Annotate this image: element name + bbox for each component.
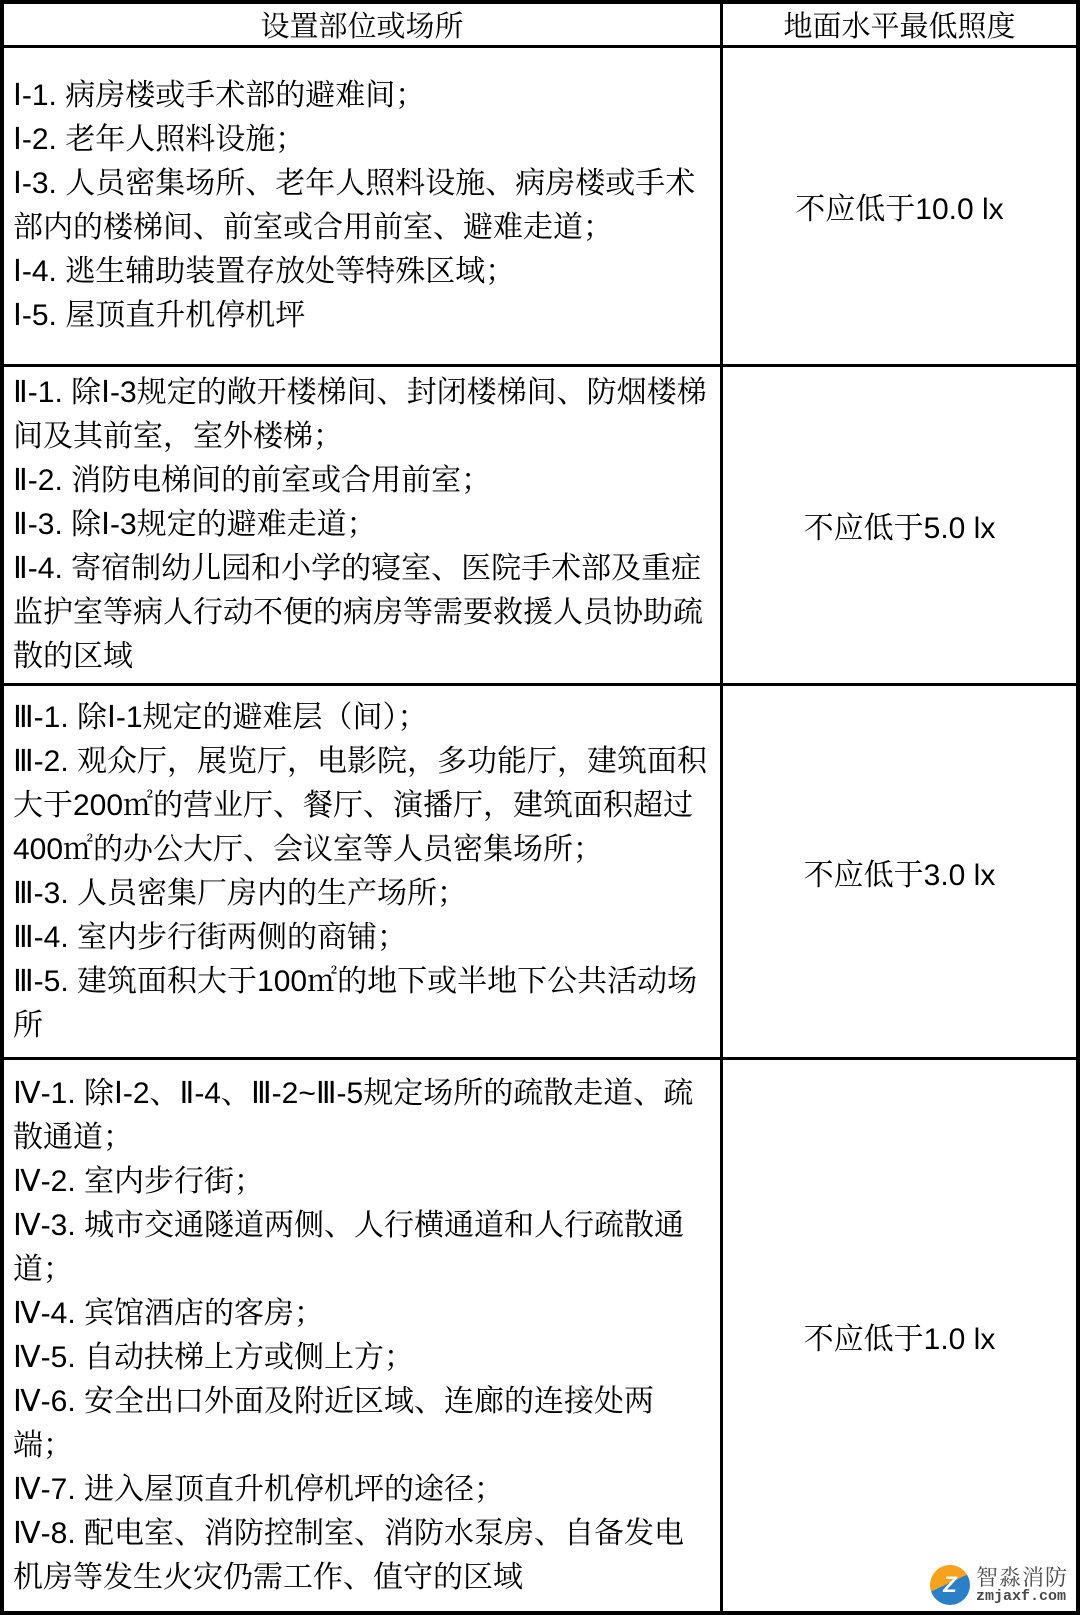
row-III-item-5: Ⅲ-5. 建筑面积大于100㎡的地下或半地下公共活动场所 <box>13 964 698 1042</box>
row-I-item-4: Ⅰ-4. 逃生辅助装置存放处等特殊区域； <box>13 255 516 288</box>
row-IV-locations-cell <box>4 1060 723 1611</box>
header-location-label: 设置部位或场所 <box>260 11 464 43</box>
watermark-brand-name: 智淼消防 <box>975 1564 1068 1590</box>
header-illuminance <box>723 4 1076 48</box>
row-III-illuminance-value: 不应低于3.0 lx <box>803 858 996 892</box>
row-II-item-2: Ⅱ-2. 消防电梯间的前室或合用前室； <box>13 464 492 497</box>
row-III-locations-cell <box>4 686 723 1060</box>
row-I-item-1: Ⅰ-1. 病房楼或手术部的避难间； <box>13 79 426 112</box>
header-illuminance-label: 地面水平最低照度 <box>783 11 1016 43</box>
row-III-item-2: Ⅲ-2. 观众厅，展览厅，电影院，多功能厅，建筑面积大于200㎡的营业厅、餐厅、演播厅，建筑面积超过400㎡的办公大厅、会议室等人员密集场所； <box>13 744 708 866</box>
row-IV-item-6: Ⅳ-6. 安全出口外面及附近区域、连廊的连接处两端； <box>13 1384 655 1462</box>
row-II-locations-cell <box>4 367 723 686</box>
row-IV-item-1: Ⅳ-1. 除Ⅰ-2、Ⅱ-4、Ⅲ-2~Ⅲ-5规定场所的疏散走道、疏散通道； <box>13 1076 694 1154</box>
row-IV-item-3: Ⅳ-3. 城市交通隧道两侧、人行横通道和人行疏散通道； <box>13 1208 685 1286</box>
row-IV-item-4: Ⅳ-4. 宾馆酒店的客房； <box>13 1296 325 1330</box>
row-II-item-1: Ⅱ-1. 除Ⅰ-3规定的敞开楼梯间、封闭楼梯间、防烟楼梯间及其前室，室外楼梯； <box>13 376 707 453</box>
row-IV-item-8: Ⅳ-8. 配电室、消防控制室、消防水泵房、自备发电机房等发生火灾仍需工作、值守的区域 <box>13 1516 685 1594</box>
row-I-item-3: Ⅰ-3. 人员密集场所、老年人照料设施、病房楼或手术部内的楼梯间、前室或合用前室、避难走道； <box>13 167 696 244</box>
watermark-text <box>976 1566 1068 1605</box>
row-IV-item-5: Ⅳ-5. 自动扶梯上方或侧上方； <box>13 1340 415 1374</box>
watermark <box>930 1565 1068 1605</box>
row-III-item-3: Ⅲ-3. 人员密集厂房内的生产场所； <box>13 876 468 910</box>
row-I-illuminance-value: 不应低于10.0 lx <box>795 193 1004 226</box>
watermark-domain: zmjaxf.com <box>975 1587 1066 1605</box>
row-I-illuminance-cell <box>723 48 1076 367</box>
row-I-locations-cell <box>4 48 723 367</box>
row-II-illuminance-value: 不应低于5.0 lx <box>803 512 996 545</box>
row-I-item-5: Ⅰ-5. 屋顶直升机停机坪 <box>13 299 306 332</box>
row-II-item-4: Ⅱ-4. 寄宿制幼儿园和小学的寝室、医院手术部及重症监护室等病人行动不便的病房等需要救援人员协助疏散的区域 <box>13 552 703 673</box>
row-IV-illuminance-cell <box>723 1060 1076 1611</box>
row-II-item-3: Ⅱ-3. 除Ⅰ-3规定的避难走道； <box>13 508 377 541</box>
header-location <box>4 4 723 48</box>
row-I-item-2: Ⅰ-2. 老年人照料设施； <box>13 123 306 156</box>
zhimiao-logo-letter: Z <box>943 1572 957 1597</box>
row-II-illuminance-cell <box>723 367 1076 686</box>
row-III-item-1: Ⅲ-1. 除Ⅰ-1规定的避难层（间）； <box>13 700 428 734</box>
row-III-illuminance-cell <box>723 686 1076 1060</box>
zhimiao-logo-icon <box>930 1565 970 1605</box>
row-IV-illuminance-value: 不应低于1.0 lx <box>803 1322 996 1356</box>
row-IV-item-7: Ⅳ-7. 进入屋顶直升机停机坪的途径； <box>13 1472 505 1506</box>
row-IV-item-2: Ⅳ-2. 室内步行街； <box>13 1164 265 1198</box>
row-III-item-4: Ⅲ-4. 室内步行街两侧的商铺； <box>13 920 408 954</box>
